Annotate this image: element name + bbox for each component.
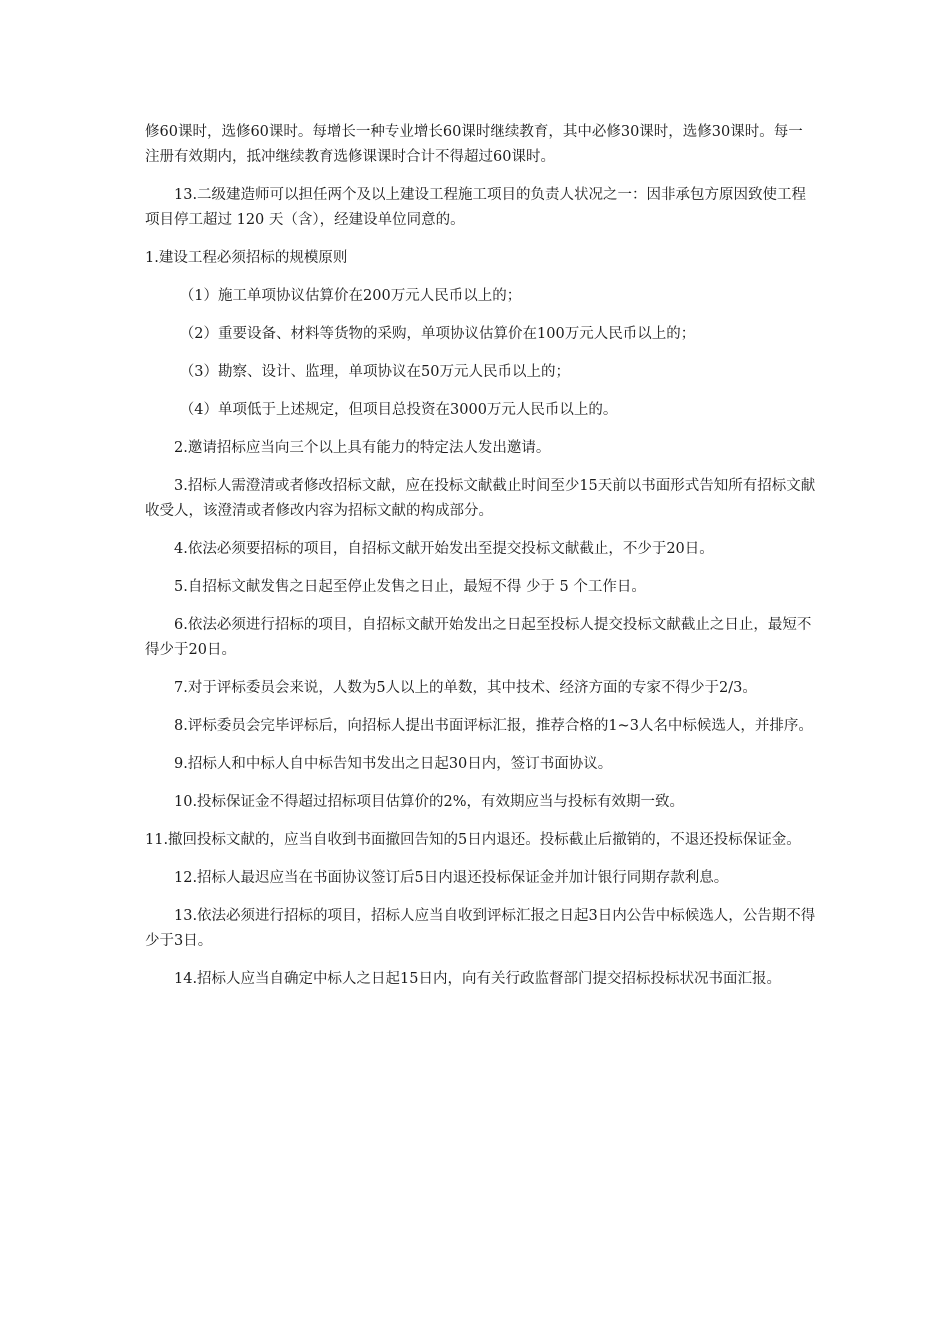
paragraph-11-withdrawal: 11.撤回投标文献的，应当自收到书面撤回告知的5日内退还。投标截止后撤销的，不退还投标保证金。 [145,832,801,848]
paragraph-9-contract: 9.招标人和中标人自中标告知书发出之日起30日内，签订书面协议。 [174,756,613,772]
paragraph-13-announcement: 13.依法必须进行招标的项目，招标人应当自收到评标汇报之日起3日内公告中标候选人，公告期不得少于3日。 [145,908,816,949]
list-item-3: （3）勘察、设计、监理，单项协议在50万元人民币以上的； [179,364,570,380]
document-page [145,120,817,1005]
paragraph-continuing-education: 修60课时，选修60课时。每增长一种专业增长60课时继续教育，其中必修30课时，选修30课时。每一注册有效期内，抵冲继续教育选修课课时合计不得超过60课时。 [145,124,803,165]
list-item-4: （4）单项低于上述规定，但项目总投资在3000万元人民币以上的。 [179,402,618,418]
paragraph-13-constructor: 13.二级建造师可以担任两个及以上建设工程施工项目的负责人状况之一：因非承包方原因致使工程项目停工超过 120 天（含），经建设单位同意的。 [145,187,807,228]
paragraph-2-invitation: 2.邀请招标应当向三个以上具有能力的特定法人发出邀请。 [174,440,551,456]
paragraph-4-deadline: 4.依法必须要招标的项目，自招标文献开始发出至提交投标文献截止，不少于20日。 [174,541,714,557]
paragraph-3-clarification: 3.招标人需澄清或者修改招标文献，应在投标文献截止时间至少15天前以书面形式告知所有招标文献收受人，该澄清或者修改内容为招标文献的构成部分。 [145,478,816,519]
paragraph-8-report: 8.评标委员会完毕评标后，向招标人提出书面评标汇报，推荐合格的1~3人名中标候选人，并排序。 [174,718,813,734]
paragraph-14-supervision: 14.招标人应当自确定中标人之日起15日内，向有关行政监督部门提交招标投标状况书面汇报。 [174,971,782,987]
paragraph-7-committee: 7.对于评标委员会来说，人数为5人以上的单数，其中技术、经济方面的专家不得少于2/3。 [174,680,757,696]
paragraph-5-sale-period: 5.自招标文献发售之日起至停止发售之日止，最短不得 少于 5 个工作日。 [174,579,646,595]
list-item-2: （2）重要设备、材料等货物的采购，单项协议估算价在100万元人民币以上的； [179,326,696,342]
paragraph-6-submission: 6.依法必须进行招标的项目，自招标文献开始发出之日起至投标人提交投标文献截止之日止，最短不得少于20日。 [145,617,812,658]
section-heading-bidding-scale: 1.建设工程必须招标的规模原则 [145,250,348,266]
paragraph-12-refund: 12.招标人最迟应当在书面协议签订后5日内退还投标保证金并加计银行同期存款利息。 [174,870,729,886]
list-item-1: （1）施工单项协议估算价在200万元人民币以上的； [179,288,522,304]
paragraph-10-bond: 10.投标保证金不得超过招标项目估算价的2%，有效期应当与投标有效期一致。 [174,794,685,810]
